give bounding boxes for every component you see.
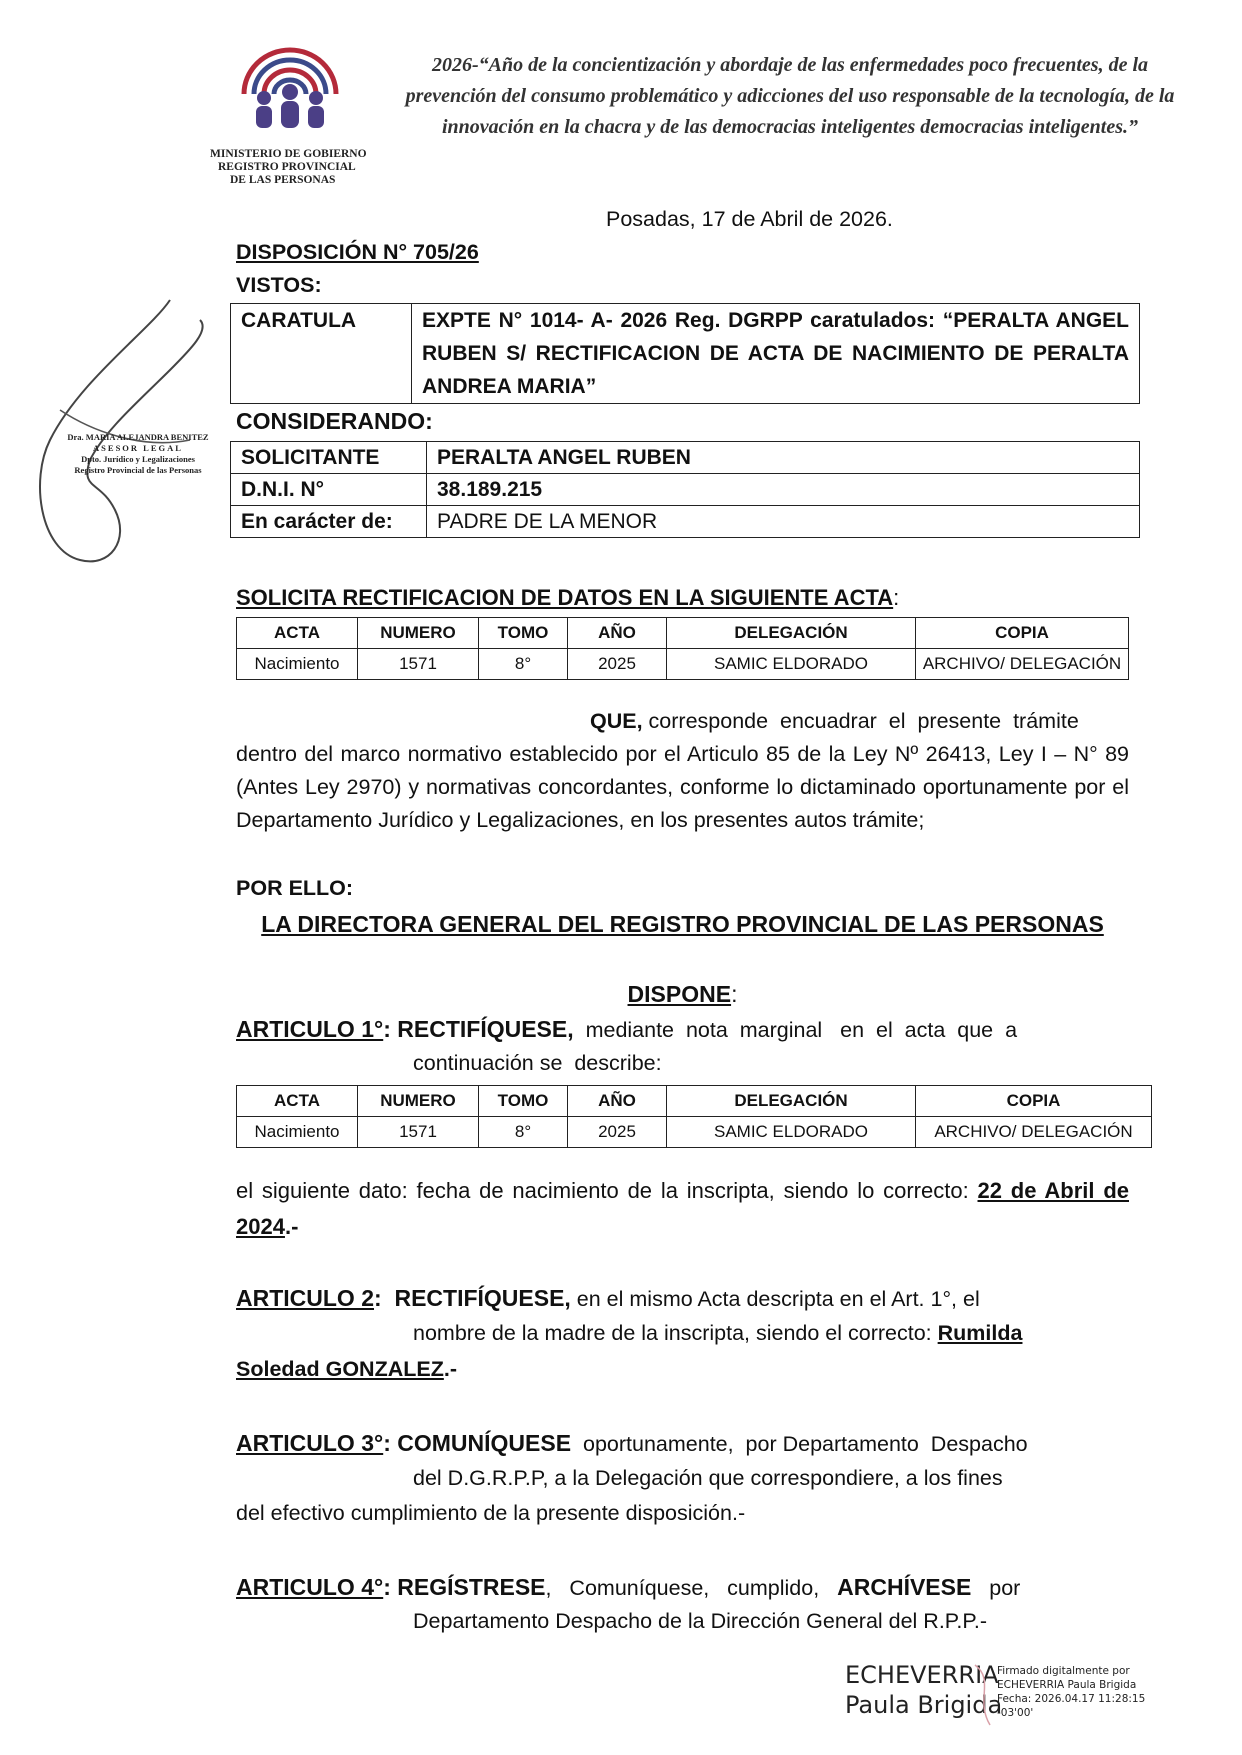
dispone-colon: : — [731, 981, 738, 1007]
cell: Nacimiento — [237, 649, 358, 680]
dni-value: 38.189.215 — [427, 474, 1140, 506]
col-header: AÑO — [568, 618, 667, 649]
art2-colon: : — [374, 1285, 382, 1311]
cell: ARCHIVO/ DELEGACIÓN — [916, 649, 1129, 680]
header-motto: 2026-“Año de la concientización y abordaje de las enfermedades poco frecuentes, de la prevención del consumo problemático y adicciones del uso responsable de la tecnología, de la innovación en la chacra y de las democracias inteligentes democracias inteligentes.” — [405, 54, 1175, 138]
cell: 1571 — [358, 1117, 479, 1148]
art3-line1 — [236, 1427, 1028, 1461]
art2-verb: RECTIFÍQUESE, — [394, 1285, 571, 1311]
art3-label: ARTICULO 3° — [236, 1430, 384, 1456]
signer-name-line1: ECHEVERRIA — [845, 1661, 999, 1689]
cell: 2025 — [568, 649, 667, 680]
cell: Nacimiento — [237, 1117, 358, 1148]
acta-table-2 — [236, 1085, 1152, 1148]
cell: 8° — [479, 1117, 568, 1148]
caracter-label: En carácter de: — [231, 506, 427, 538]
art2-label: ARTICULO 2 — [236, 1285, 374, 1311]
ministry-line: REGISTRO PROVINCIAL — [218, 161, 356, 173]
cell: SAMIC ELDORADO — [667, 649, 916, 680]
que-bold: QUE, — [590, 709, 643, 733]
col-header: AÑO — [568, 1086, 667, 1117]
que-line1: corresponde encuadrar el presente trámite — [642, 709, 1079, 733]
col-header: DELEGACIÓN — [667, 1086, 916, 1117]
table-row — [231, 474, 1140, 506]
art1-colon: : — [383, 1016, 391, 1042]
table-row — [231, 442, 1140, 474]
col-header: NUMERO — [358, 1086, 479, 1117]
art1-end: .- — [284, 1214, 299, 1239]
art3-colon: : — [383, 1430, 391, 1456]
por-ello-heading: POR ELLO: — [236, 876, 354, 900]
solicita-heading — [236, 581, 899, 614]
col-header: ACTA — [237, 1086, 358, 1117]
signature-detail-line: -03'00' — [997, 1707, 1034, 1719]
caratula-value: EXPTE N° 1014- A- 2026 Reg. DGRPP caratulados: “PERALTA ANGEL RUBEN S/ RECTIFICACION DE ACTA DE NACIMIENTO DE PERALTA ANDREA MARIA” — [412, 304, 1140, 404]
stamp-line: Dpto. Jurídico y Legalizaciones — [81, 454, 195, 464]
col-header: COPIA — [916, 618, 1129, 649]
col-header: TOMO — [479, 1086, 568, 1117]
ministry-line: DE LAS PERSONAS — [230, 174, 336, 186]
signature-mark-icon — [970, 1660, 1000, 1730]
table-row — [237, 1117, 1152, 1148]
art4-text1: , Comuníquese, cumplido, — [545, 1576, 838, 1600]
acta-table-1 — [236, 617, 1129, 680]
stamp-line: Dra. MARIA ALEJANDRA BENITEZ — [67, 432, 209, 442]
cell: ARCHIVO/ DELEGACIÓN — [916, 1117, 1152, 1148]
art3-line3: del efectivo cumplimiento de la presente disposición.- — [236, 1501, 746, 1525]
que-paragraph: dentro del marco normativo establecido por el Articulo 85 de la Ley Nº 26413, Ley I – N° 89 (Antes Ley 2970) y normativas concordantes, conforme lo dictaminado oportunamente por el Departamento Jurídico y Legalizaciones, en los presentes autos trámite; — [236, 742, 1129, 832]
art1-line1 — [236, 1013, 1017, 1047]
cell: 2025 — [568, 1117, 667, 1148]
disposicion-number: DISPOSICIÓN N° 705/26 — [236, 240, 479, 264]
solicitante-table — [230, 441, 1140, 538]
caratula-table — [230, 303, 1140, 404]
art1-line2: continuación se describe: — [413, 1051, 662, 1075]
solicitante-value: PERALTA ANGEL RUBEN — [427, 442, 1140, 474]
art1-verb: RECTIFÍQUESE, — [397, 1016, 574, 1042]
que-first-line — [590, 705, 1129, 738]
registro-logo — [230, 36, 350, 136]
table-header-row — [237, 1086, 1152, 1117]
signature-detail-line: Fecha: 2026.04.17 11:28:15 — [997, 1693, 1146, 1705]
art4-verb2: ARCHÍVESE — [837, 1574, 972, 1600]
art2-text1: en el mismo Acta descripta en el Art. 1°, el — [570, 1287, 980, 1311]
art2-line3 — [236, 1353, 457, 1386]
art4-line1 — [236, 1571, 1020, 1605]
art1-result — [236, 1173, 1129, 1245]
art3-text1: oportunamente, por Departamento Despacho — [571, 1432, 1028, 1456]
art4-text1b: por — [971, 1576, 1021, 1600]
dni-label: D.N.I. N° — [231, 474, 427, 506]
dispone-word: DISPONE — [627, 981, 732, 1007]
legal-stamp — [58, 432, 218, 476]
col-header: DELEGACIÓN — [667, 618, 916, 649]
art1-after: el siguiente dato: fecha de nacimiento de la inscripta, siendo lo correcto: — [236, 1178, 978, 1203]
art1-value: 22 de Abril de 2024 — [236, 1178, 1129, 1239]
col-header: ACTA — [237, 618, 358, 649]
table-row — [231, 506, 1140, 538]
art2-value2: Soledad GONZALEZ — [236, 1357, 444, 1381]
cell: 8° — [479, 649, 568, 680]
solicita-title: SOLICITA RECTIFICACION DE DATOS EN LA SIGUIENTE ACTA — [236, 585, 894, 610]
caratula-label: CARATULA — [231, 304, 412, 404]
signer-name-line2: Paula Brigida — [845, 1691, 1003, 1719]
table-header-row — [237, 618, 1129, 649]
solicitante-label: SOLICITANTE — [231, 442, 427, 474]
ministry-name — [210, 148, 370, 187]
art2-end: .- — [443, 1357, 457, 1381]
signature-detail-line: Firmado digitalmente por — [997, 1665, 1130, 1677]
vistos-heading: VISTOS: — [236, 273, 322, 297]
art1-text1: mediante nota marginal en el acta que a — [573, 1018, 1018, 1042]
caracter-value: PADRE DE LA MENOR — [427, 506, 1140, 538]
art4-verb1: REGÍSTRESE — [397, 1574, 546, 1600]
digital-signature — [845, 1640, 1225, 1740]
stamp-line: ASESOR LEGAL — [93, 443, 183, 453]
signature-detail-line: ECHEVERRIA Paula Brigida — [997, 1679, 1137, 1691]
signature-details — [997, 1664, 1145, 1720]
solicita-colon: : — [893, 585, 900, 610]
art3-verb: COMUNÍQUESE — [397, 1430, 572, 1456]
art2-value1: Rumilda — [937, 1321, 1023, 1345]
art1-label: ARTICULO 1° — [236, 1016, 384, 1042]
art2-line1 — [236, 1282, 980, 1316]
art4-label: ARTICULO 4° — [236, 1574, 384, 1600]
stamp-line: Registro Provincial de las Personas — [74, 465, 202, 475]
directora-heading: LA DIRECTORA GENERAL DEL REGISTRO PROVINCIAL DE LAS PERSONAS — [261, 911, 1104, 937]
col-header: COPIA — [916, 1086, 1152, 1117]
art3-line2: del D.G.R.P.P, a la Delegación que correspondiere, a los fines — [413, 1466, 1003, 1490]
art4-colon: : — [383, 1574, 391, 1600]
place-date: Posadas, 17 de Abril de 2026. — [606, 207, 893, 231]
dispone-heading — [236, 978, 1129, 1011]
art2-text2: nombre de la madre de la inscripta, siendo el correcto: — [413, 1321, 938, 1345]
art2-line2 — [413, 1317, 1022, 1350]
ministry-line: MINISTERIO DE GOBIERNO — [210, 148, 367, 160]
considerando-heading: CONSIDERANDO: — [236, 408, 433, 434]
cell: SAMIC ELDORADO — [667, 1117, 916, 1148]
table-row — [237, 649, 1129, 680]
cell: 1571 — [358, 649, 479, 680]
col-header: TOMO — [479, 618, 568, 649]
col-header: NUMERO — [358, 618, 479, 649]
art4-line2: Departamento Despacho de la Dirección General del R.P.P.- — [413, 1609, 988, 1633]
